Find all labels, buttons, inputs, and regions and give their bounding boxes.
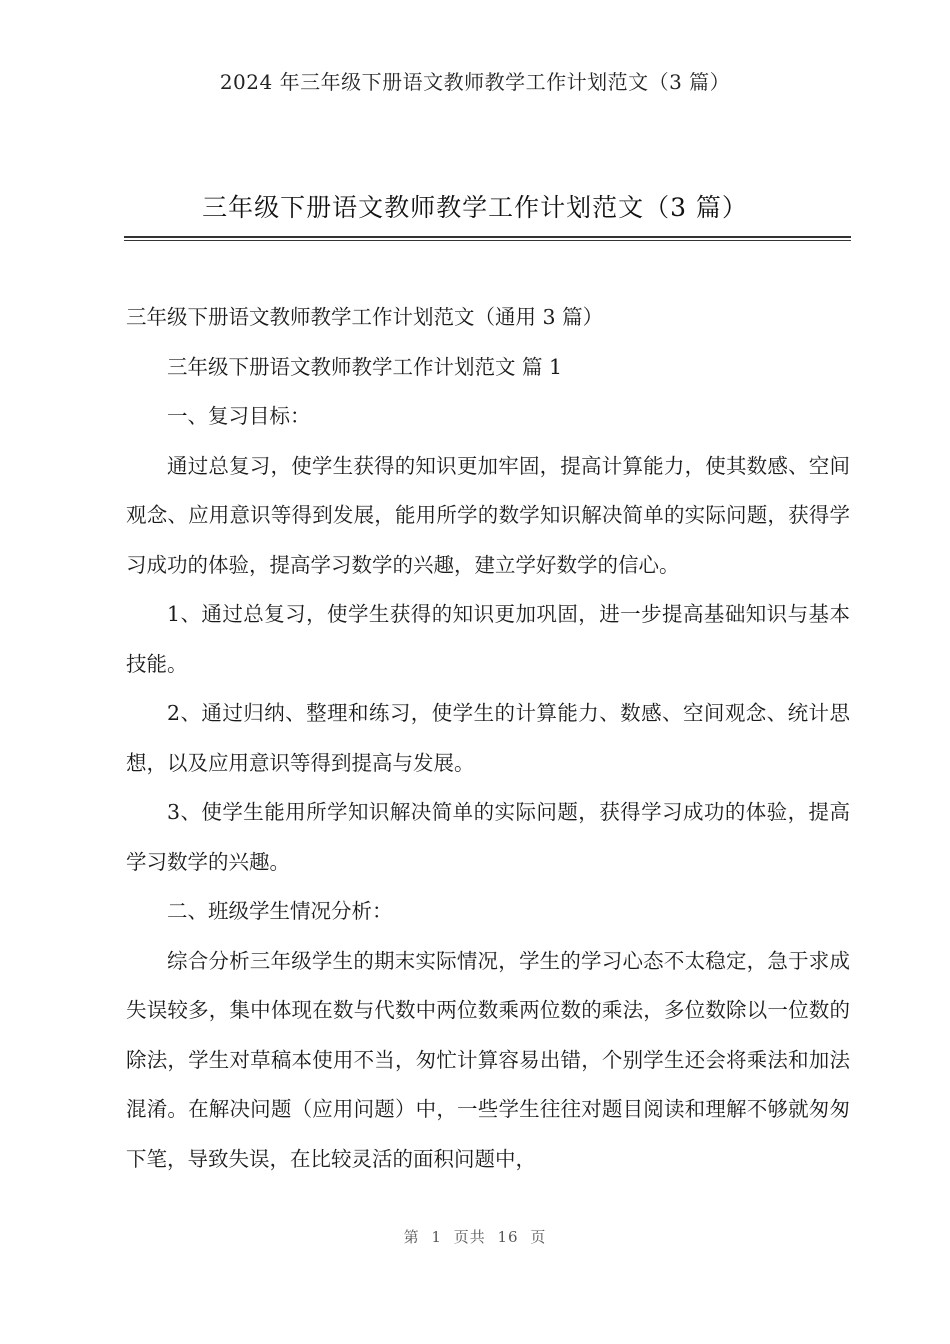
paragraph-heading-review-goals: 一、复习目标： [167,404,311,428]
paragraph-heading-class-analysis: 二、班级学生情况分析： [167,899,393,923]
running-header: 2024 年三年级下册语文教师教学工作计划范文（3 篇） [219,70,731,94]
paragraph-section-heading: 三年级下册语文教师教学工作计划范文 篇 1 [167,354,563,379]
paragraph: 综合分析三年级学生的期末实际情况，学生的学习心态不太稳定，急于求成失误较多，集中体现在数与代数中两位数乘两位数的乘法，多位数除以一位数的除法，学生对草稿本使用不当，匆忙计算容易出错，个别学生还会将乘法和加法混淆。在解决问题（应用问题）中，一些学生往往对题目阅读和理解不够就匆匆下笔，导致失误，在比较灵活的面积问题中， [126,948,850,1171]
paragraph-subtitle: 三年级下册语文教师教学工作计划范文（通用 3 篇） [126,305,604,329]
page-number-footer: 第 1 页共 16 页 [403,1228,547,1246]
paragraph: 2、通过归纳、整理和练习，使学生的计算能力、数感、空间观念、统计思想，以及应用意识等得到提高与发展。 [126,701,850,775]
document-title: 三年级下册语文教师教学工作计划范文（3 篇） [202,193,748,222]
title-divider [124,236,851,241]
paragraph: 1、通过总复习，使学生获得的知识更加巩固，进一步提高基础知识与基本技能。 [126,602,850,676]
paragraph: 通过总复习，使学生获得的知识更加牢固，提高计算能力，使其数感、空间观念、应用意识等得到发展，能用所学的数学知识解决简单的实际问题，获得学习成功的体验，提高学习数学的兴趣，建立学好数学的信心。 [126,453,850,577]
paragraph: 3、使学生能用所学知识解决简单的实际问题，获得学习成功的体验，提高学习数学的兴趣。 [126,800,850,874]
document-body [126,293,850,1184]
